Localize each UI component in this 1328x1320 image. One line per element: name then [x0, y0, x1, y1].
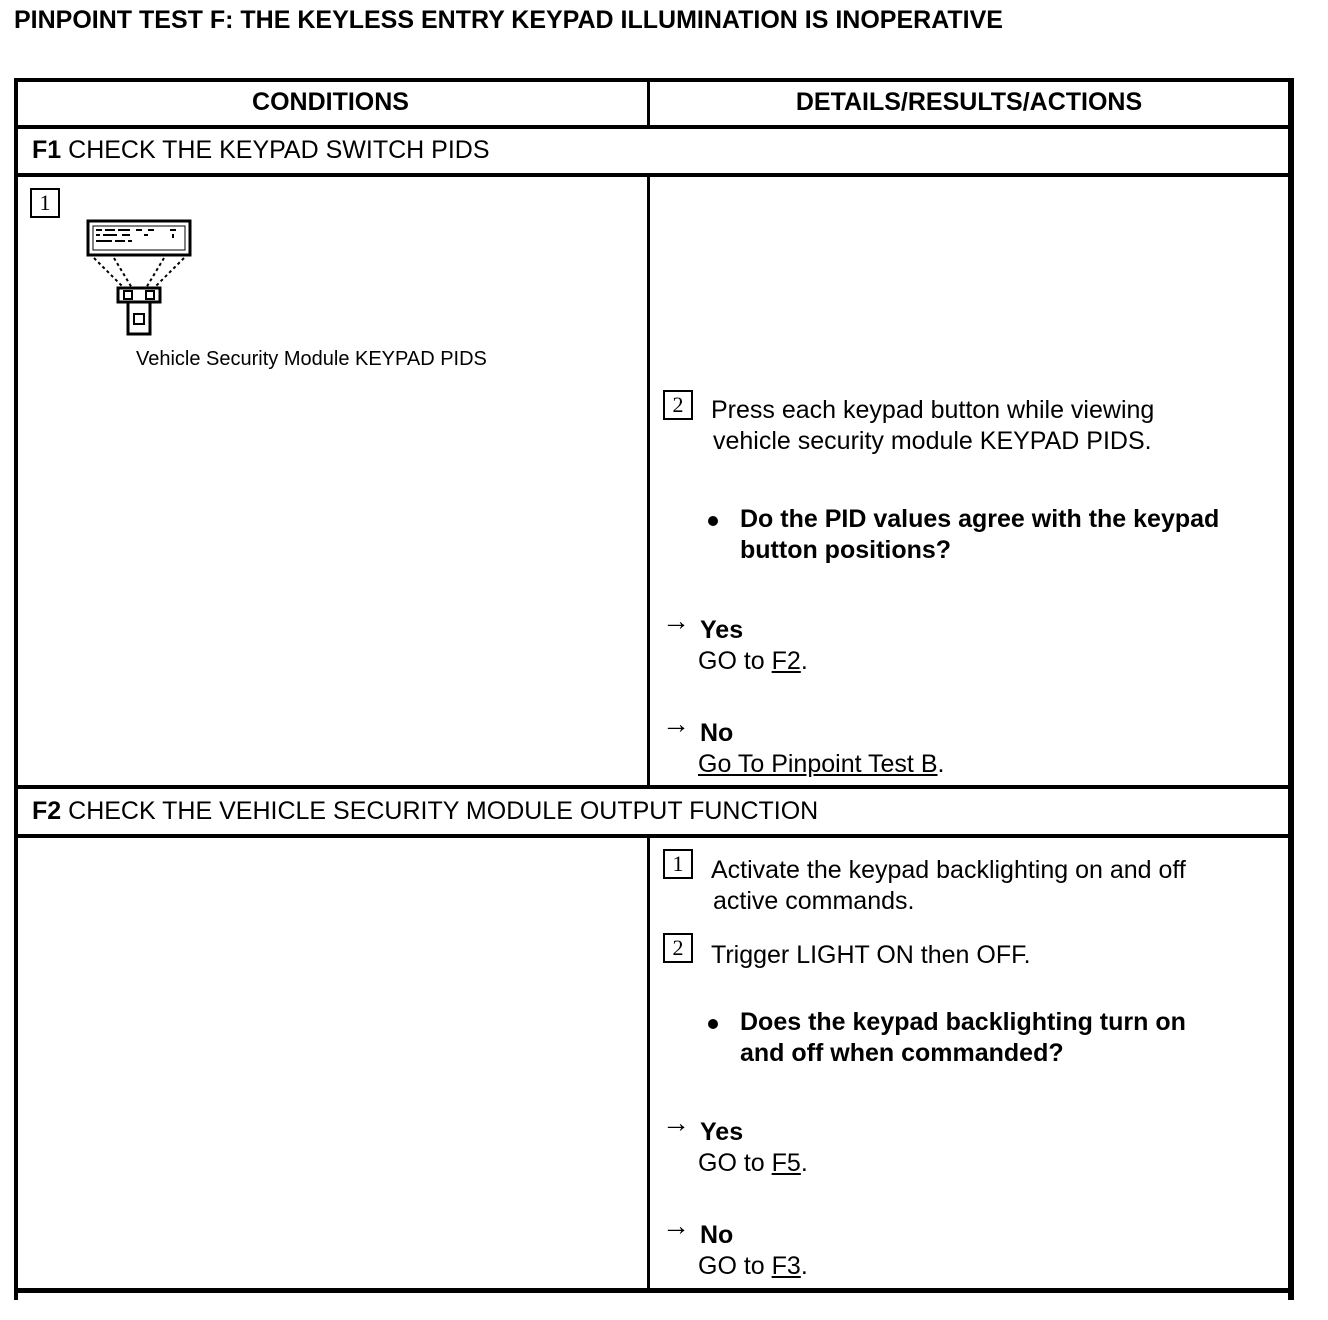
conditions-header: CONDITIONS	[252, 88, 409, 116]
f2-step-1-number: 1	[663, 849, 693, 879]
f1-no-arrow-icon: →	[662, 708, 690, 739]
f1-question	[740, 504, 1219, 566]
f1-yes-action	[698, 647, 808, 676]
f2-no-action	[698, 1252, 808, 1281]
f2-step-title	[32, 797, 818, 826]
f2-step-id: F2	[32, 797, 62, 825]
f2-question	[740, 1007, 1186, 1069]
f1-step-2-text	[711, 395, 1154, 457]
f2-step-heading: CHECK THE VEHICLE SECURITY MODULE OUTPUT FUNCTION	[68, 797, 819, 825]
table-border-right	[1288, 78, 1294, 1300]
f2-no-period: .	[800, 1252, 808, 1280]
f1-step-2-line-1: Press each keypad button while viewing	[711, 396, 1155, 424]
f2-step-2-number: 2	[663, 933, 693, 963]
f2-question-bullet	[708, 1019, 718, 1029]
f1-step-2-line-2: vehicle security module KEYPAD PIDS.	[713, 427, 1152, 455]
table-border-top	[14, 78, 1294, 82]
f1-no-action	[698, 750, 944, 779]
f2-question-line-2: and off when commanded?	[740, 1039, 1064, 1067]
f2-question-line-1: Does the keypad backlighting turn on	[740, 1008, 1186, 1036]
f1-no-link[interactable]: Go To Pinpoint Test B	[698, 750, 938, 778]
f1-no-period: .	[937, 750, 945, 778]
f1-yes-period: .	[800, 647, 808, 675]
details-header: DETAILS/RESULTS/ACTIONS	[795, 88, 1143, 116]
f2-step-2-text: Trigger LIGHT ON then OFF.	[711, 941, 1031, 969]
row-divider	[14, 834, 1294, 838]
f1-question-bullet	[708, 516, 718, 526]
f1-question-line-2: button positions?	[740, 536, 952, 564]
f2-no-arrow-icon: →	[662, 1210, 690, 1241]
f1-yes-go-text: GO to	[698, 647, 772, 675]
f1-step-title	[32, 136, 490, 165]
f1-yes-link[interactable]: F2	[771, 647, 801, 675]
table-border-bottom	[14, 1288, 1294, 1293]
f2-yes-arrow-icon: →	[662, 1107, 690, 1138]
f2-yes-go-text: GO to	[698, 1149, 772, 1177]
f2-step-1-line-1: Activate the keypad backlighting on and off	[711, 856, 1186, 884]
scan-tool-caption: Vehicle Security Module KEYPAD PIDS	[136, 348, 487, 370]
column-divider	[647, 175, 650, 787]
f1-question-line-1: Do the PID values agree with the keypad	[740, 505, 1220, 533]
f1-step-heading: CHECK THE KEYPAD SWITCH PIDS	[68, 136, 490, 164]
f1-step-2-number: 2	[663, 390, 693, 420]
f1-yes-arrow-icon: →	[662, 605, 690, 636]
f2-step-1-line-2: active commands.	[713, 887, 915, 915]
column-divider	[647, 836, 650, 1290]
pinpoint-table	[14, 78, 1294, 1300]
f2-no-link[interactable]: F3	[771, 1252, 801, 1280]
row-divider	[14, 173, 1294, 177]
f1-no-label: No	[700, 719, 734, 747]
f2-no-go-text: GO to	[698, 1252, 772, 1280]
f2-yes-period: .	[800, 1149, 808, 1177]
f2-no-label: No	[700, 1221, 734, 1249]
f2-yes-action	[698, 1149, 808, 1178]
f1-step-id: F1	[32, 136, 62, 164]
f2-yes-label: Yes	[700, 1118, 744, 1146]
f1-yes-label: Yes	[700, 616, 744, 644]
f1-condition-step-number: 1	[30, 188, 60, 218]
f2-yes-link[interactable]: F5	[771, 1149, 801, 1177]
row-divider	[14, 125, 1294, 129]
f2-step-1-text	[711, 855, 1186, 917]
table-border-left	[14, 78, 18, 1300]
row-divider	[14, 785, 1294, 789]
scan-tool-icon	[84, 216, 196, 338]
page-title: PINPOINT TEST F: THE KEYLESS ENTRY KEYPAD ILLUMINATION IS INOPERATIVE	[14, 6, 1003, 34]
